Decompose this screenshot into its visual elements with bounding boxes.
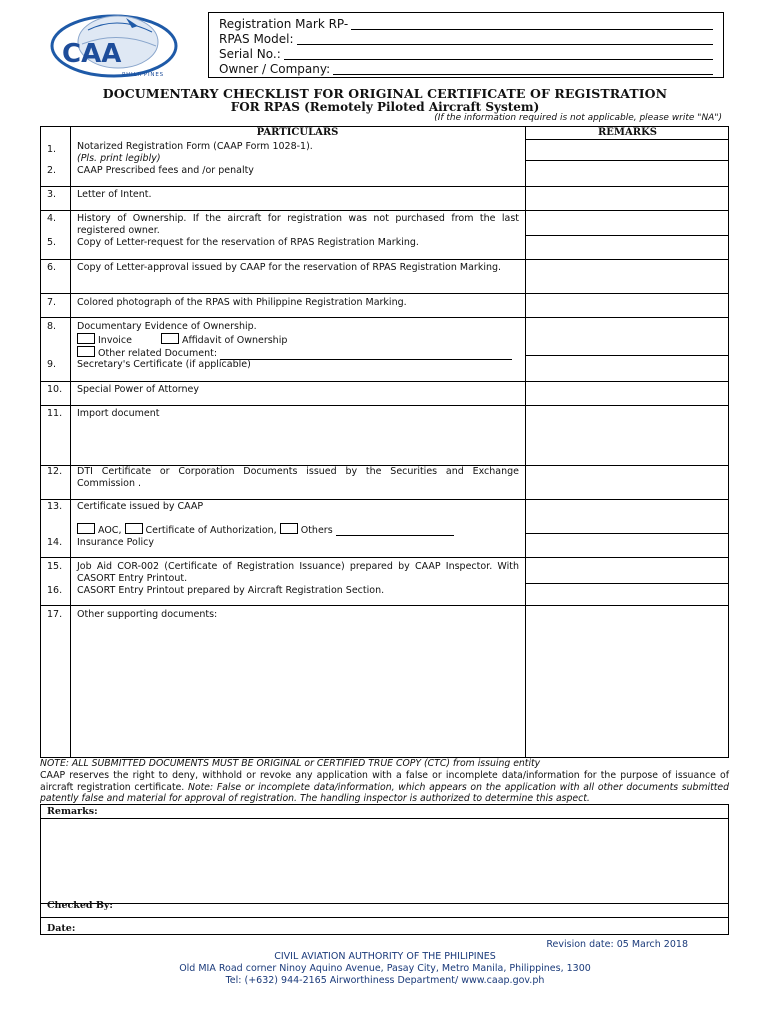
- item-number: 6.: [47, 262, 57, 273]
- document-title: DOCUMENTARY CHECKLIST FOR ORIGINAL CERTIFICATE OF REGISTRATION: [102, 86, 668, 101]
- revision-date: Revision date: 05 March 2018: [546, 939, 688, 950]
- row-line: [41, 405, 728, 406]
- item-description: Job Aid COR-002 (Certificate of Registration Issuance) prepared by CAAP Inspector. With CASORT Entry Printout.: [77, 561, 519, 584]
- others-checkbox[interactable]: [280, 523, 298, 534]
- particulars-header: PARTICULARS: [256, 127, 339, 138]
- note-line-2: CAAP reserves the right to deny, withhold or revoke any application with a false or incomplete data/information for the purpose of issuance of aircraft registration certificate.: [40, 769, 729, 793]
- item-number: 17.: [47, 609, 63, 620]
- item-number: 16.: [47, 585, 63, 596]
- row-line: [41, 557, 728, 558]
- coa-label: Certificate of Authorization,: [145, 524, 277, 536]
- row-line: [41, 293, 728, 294]
- remarks-box: [40, 804, 729, 935]
- serial-no-label: Serial No.:: [219, 47, 281, 61]
- others-blank[interactable]: [336, 527, 454, 536]
- other-document-label: Other related Document:: [98, 348, 218, 359]
- item-description: Copy of Letter-request for the reservation of RPAS Registration Marking.: [77, 237, 419, 248]
- instruction-note: (If the information required is not applicable, please write "NA"): [434, 113, 722, 123]
- document-subtitle: FOR RPAS (Remotely Piloted Aircraft System): [230, 100, 540, 114]
- row-line: [41, 317, 728, 318]
- footer-address: Old MIA Road corner Ninoy Aquino Avenue, Pasay City, Metro Manila, Philippines, 1300: [179, 963, 591, 974]
- item-text: Notarized Registration Form (CAAP Form 1028-1).: [77, 141, 313, 152]
- note-line-1: NOTE: ALL SUBMITTED DOCUMENTS MUST BE ORIGINAL or CERTIFIED TRUE COPY (CTC) from issuing entity: [40, 758, 541, 769]
- item-description: Special Power of Attorney: [77, 384, 199, 395]
- row-line: [41, 499, 728, 500]
- item-number: 5.: [47, 237, 57, 248]
- checked-by-divider: [41, 917, 728, 918]
- item-description: History of Ownership. If the aircraft for registration was not purchased from the last registered owner.: [77, 213, 519, 236]
- invoice-checkbox[interactable]: [77, 333, 95, 344]
- item-description: DTI Certificate or Corporation Documents issued by the Securities and Exchange Commission .: [77, 466, 519, 489]
- header-line: [525, 139, 728, 140]
- row-line: [525, 160, 728, 161]
- owner-company-blank[interactable]: [333, 62, 713, 75]
- item-number: 9.: [47, 359, 57, 370]
- registration-mark-field[interactable]: [219, 17, 713, 32]
- row-line: [525, 533, 728, 534]
- row-line: [41, 259, 728, 260]
- footer-contact: Tel: (+632) 944-2165 Airworthiness Department/ www.caap.gov.ph: [225, 975, 545, 986]
- checked-by-label: Checked By:: [47, 900, 113, 911]
- item-number: 10.: [47, 384, 63, 395]
- row-line: [525, 355, 728, 356]
- col-divider-remarks: [525, 127, 526, 757]
- others-label: Others: [300, 524, 333, 536]
- row-line: [41, 210, 728, 211]
- registration-mark-blank[interactable]: [351, 17, 713, 30]
- remarks-divider: [41, 903, 728, 904]
- date-label: Date:: [47, 923, 76, 934]
- affidavit-label: Affidavit of Ownership: [182, 334, 288, 346]
- item-number: 7.: [47, 297, 57, 308]
- registration-mark-label: Registration Mark RP-: [219, 17, 349, 31]
- item-description: [77, 141, 519, 164]
- item-number: 11.: [47, 408, 63, 419]
- logo-subtext: PHILIPPINES: [122, 72, 164, 78]
- item-description: Secretary's Certificate (if applicable): [77, 359, 251, 370]
- remarks-input-area[interactable]: [41, 819, 728, 903]
- item-number: 1.: [47, 144, 57, 155]
- item-description: Other supporting documents:: [77, 609, 218, 620]
- item-description: [77, 501, 519, 536]
- checklist-table: [40, 126, 729, 758]
- item-text: Documentary Evidence of Ownership.: [77, 321, 257, 332]
- item-description: Import document: [77, 408, 160, 419]
- other-document-checkbox[interactable]: [77, 346, 95, 357]
- remarks-header: REMARKS: [598, 127, 657, 138]
- remarks-label: Remarks:: [47, 806, 98, 817]
- item-number: 8.: [47, 321, 57, 332]
- item-description: Copy of Letter-approval issued by CAAP for the reservation of RPAS Registration Marking.: [77, 262, 502, 273]
- item-number: 15.: [47, 561, 63, 572]
- serial-no-blank[interactable]: [284, 47, 713, 60]
- item-subtext: (Pls. print legibly): [77, 152, 161, 164]
- owner-company-label: Owner / Company:: [219, 62, 331, 76]
- footer-org: CIVIL AVIATION AUTHORITY OF THE PHILIPINES: [274, 951, 496, 962]
- aoc-checkbox[interactable]: [77, 523, 95, 534]
- registration-info-box: [208, 12, 724, 78]
- item-number: 12.: [47, 466, 63, 477]
- rpas-model-field[interactable]: [219, 32, 713, 47]
- invoice-label: Invoice: [98, 334, 132, 346]
- affidavit-checkbox[interactable]: [161, 333, 179, 344]
- row-line: [41, 186, 728, 187]
- item-description: CASORT Entry Printout prepared by Aircraft Registration Section.: [77, 585, 385, 596]
- rpas-model-blank[interactable]: [297, 32, 713, 45]
- owner-company-field[interactable]: [219, 62, 713, 77]
- rpas-model-label: RPAS Model:: [219, 32, 294, 46]
- item-number: 3.: [47, 189, 57, 200]
- item-number: 13.: [47, 501, 63, 512]
- item-number: 4.: [47, 213, 57, 224]
- item-description: [77, 321, 519, 360]
- item-description: Colored photograph of the RPAS with Philippine Registration Marking.: [77, 297, 407, 308]
- item-number: 2.: [47, 165, 57, 176]
- item-description: Letter of Intent.: [77, 189, 152, 200]
- item-description: CAAP Prescribed fees and /or penalty: [77, 165, 254, 176]
- item-text: Certificate issued by CAAP: [77, 501, 204, 512]
- row-line: [525, 235, 728, 236]
- row-line: [525, 583, 728, 584]
- coa-checkbox[interactable]: [125, 523, 143, 534]
- item-description: Insurance Policy: [77, 537, 154, 548]
- item-number: 14.: [47, 537, 63, 548]
- col-divider-num: [70, 127, 71, 757]
- note-line-3: Note: False or incomplete data/information, which appears on the application with all other documents submitted patently false and material for approval of registration. The handling inspector is authorized to determine this aspect.: [40, 781, 729, 805]
- row-line: [41, 605, 728, 606]
- caap-logo: [48, 10, 180, 80]
- serial-no-field[interactable]: [219, 47, 713, 62]
- aoc-label: AOC,: [98, 524, 122, 536]
- submission-note: [40, 758, 729, 805]
- logo-text: CAA: [62, 39, 122, 69]
- row-line: [41, 381, 728, 382]
